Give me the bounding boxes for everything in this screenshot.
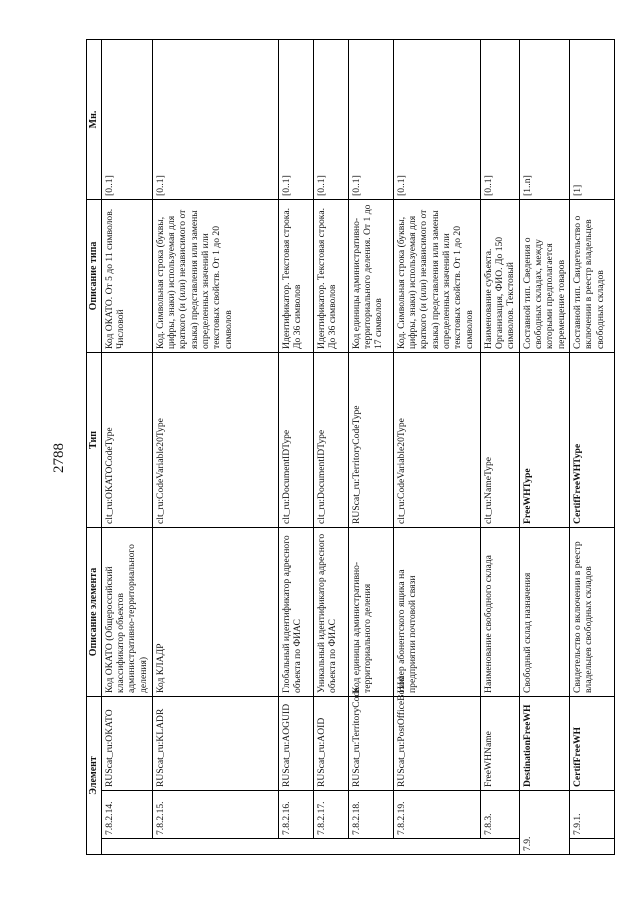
header-element-description: Описание элемента bbox=[87, 527, 102, 696]
type-name: clt_ru:OKATOCodeType bbox=[101, 352, 152, 527]
type-description: Код ОКАТО. От 5 до 11 символов. Числовой bbox=[101, 199, 152, 352]
table-header bbox=[87, 39, 102, 854]
table-row bbox=[313, 39, 348, 854]
table-row bbox=[348, 39, 393, 854]
element-name: RUScat_ru:PostOfficeBoxId bbox=[393, 696, 480, 790]
multiplicity: [0..1] bbox=[313, 39, 348, 199]
table-row bbox=[569, 39, 614, 854]
type-name: RUScat_ru:TerritoryCodeType bbox=[348, 352, 393, 527]
row-number: 7.8.2.19. bbox=[393, 791, 480, 839]
header-multiplicity: Мн. bbox=[87, 39, 102, 199]
element-description: Глобальный идентификатор адресного объекта по ФИАС bbox=[278, 527, 313, 696]
table-row bbox=[480, 39, 519, 854]
element-description: Наименование свободного склада bbox=[480, 527, 519, 696]
row-number: 7.8.2.18. bbox=[348, 791, 393, 839]
type-description: Код. Символьная строка (буквы, цифры, знаки) используемая для краткого (и (или) независимого от языка) представления или замены определенных значений или текстовых свойств. От 1 до 20 символов bbox=[393, 199, 480, 352]
element-name: FreeWHName bbox=[480, 696, 519, 790]
element-name: RUScat_ru:KLADR bbox=[152, 696, 278, 790]
row-number: 7.8.2.17. bbox=[313, 791, 348, 839]
element-description: Номер абонентского ящика на предприятии почтовой связи bbox=[393, 527, 480, 696]
element-name: CertifFreeWH bbox=[569, 696, 614, 790]
type-name: CertifFreeWHType bbox=[569, 352, 614, 527]
table-row bbox=[152, 39, 278, 854]
indent-cell bbox=[101, 839, 519, 855]
row-number: 7.8.3. bbox=[480, 791, 519, 839]
element-name: RUScat_ru:AOID bbox=[313, 696, 348, 790]
type-description: Идентификатор. Текстовая строка. До 36 символов bbox=[313, 199, 348, 352]
type-name: clt_ru:DocumentIDType bbox=[313, 352, 348, 527]
header-element: Элемент bbox=[87, 696, 102, 854]
table-row bbox=[101, 39, 152, 854]
table-row bbox=[278, 39, 313, 854]
type-description: Идентификатор. Текстовая строка. До 36 символов bbox=[278, 199, 313, 352]
type-name: FreeWHType bbox=[519, 352, 569, 527]
type-name: clt_ru:DocumentIDType bbox=[278, 352, 313, 527]
element-name: RUScat_ru:AOGUID bbox=[278, 696, 313, 790]
row-number: 7.9. bbox=[519, 791, 569, 855]
type-description: Составной тип. Свидетельство о включении в реестр владельцев свободных складов bbox=[569, 199, 614, 352]
row-number: 7.9.1. bbox=[569, 791, 614, 839]
element-description: Свободный склад назначения bbox=[519, 527, 569, 696]
type-description: Код единицы административно-территориального деления. От 1 до 17 символов bbox=[348, 199, 393, 352]
multiplicity: [0..1] bbox=[278, 39, 313, 199]
element-description: Код КЛАДР bbox=[152, 527, 278, 696]
multiplicity: [1] bbox=[569, 39, 614, 199]
page-number: 2788 bbox=[50, 443, 67, 473]
element-name: RUScat_ru:TerritoryCode bbox=[348, 696, 393, 790]
type-description: Код. Символьная строка (буквы, цифры, знаки) используемая для краткого (и (или) независимого от языка) представления или замены определенных значений или текстовых свойств. От 1 до 20 символов bbox=[152, 199, 278, 352]
multiplicity: [0..1] bbox=[101, 39, 152, 199]
row-number: 7.8.2.15. bbox=[152, 791, 278, 839]
table-row bbox=[393, 39, 480, 854]
element-description: Код ОКАТО (Общероссийский классификатор объектов административно-территориального деления) bbox=[101, 527, 152, 696]
element-name: RUScat_ru:OKATO bbox=[101, 696, 152, 790]
element-description: Свидетельство о включении в реестр владельцев свободных складов bbox=[569, 527, 614, 696]
row-number: 7.8.2.14. bbox=[101, 791, 152, 839]
multiplicity: [1..n] bbox=[519, 39, 569, 199]
table-row bbox=[519, 39, 569, 854]
indent-cell bbox=[569, 839, 614, 855]
type-description: Составной тип. Сведения о свободных складах, между которыми предполагается перемещение товаров bbox=[519, 199, 569, 352]
type-name: clt_ru:CodeVariable20Type bbox=[152, 352, 278, 527]
multiplicity: [0..1] bbox=[152, 39, 278, 199]
type-name: clt_ru:NameType bbox=[480, 352, 519, 527]
header-type-description: Описание типа bbox=[87, 199, 102, 352]
element-description: Код единицы административно-территориального деления bbox=[348, 527, 393, 696]
rotated-table-wrapper bbox=[86, 40, 621, 855]
multiplicity: [0..1] bbox=[480, 39, 519, 199]
type-name: clt_ru:CodeVariable20Type bbox=[393, 352, 480, 527]
header-type: Тип bbox=[87, 352, 102, 527]
element-description: Уникальный идентификатор адресного объекта по ФИАС bbox=[313, 527, 348, 696]
row-number: 7.8.2.16. bbox=[278, 791, 313, 839]
element-name: DestinationFreeWH bbox=[519, 696, 569, 790]
elements-table bbox=[86, 39, 615, 855]
type-description: Наименование субъекта. Организация, ФИО. До 150 символов. Текстовый bbox=[480, 199, 519, 352]
multiplicity: [0..1] bbox=[393, 39, 480, 199]
multiplicity: [0..1] bbox=[348, 39, 393, 199]
